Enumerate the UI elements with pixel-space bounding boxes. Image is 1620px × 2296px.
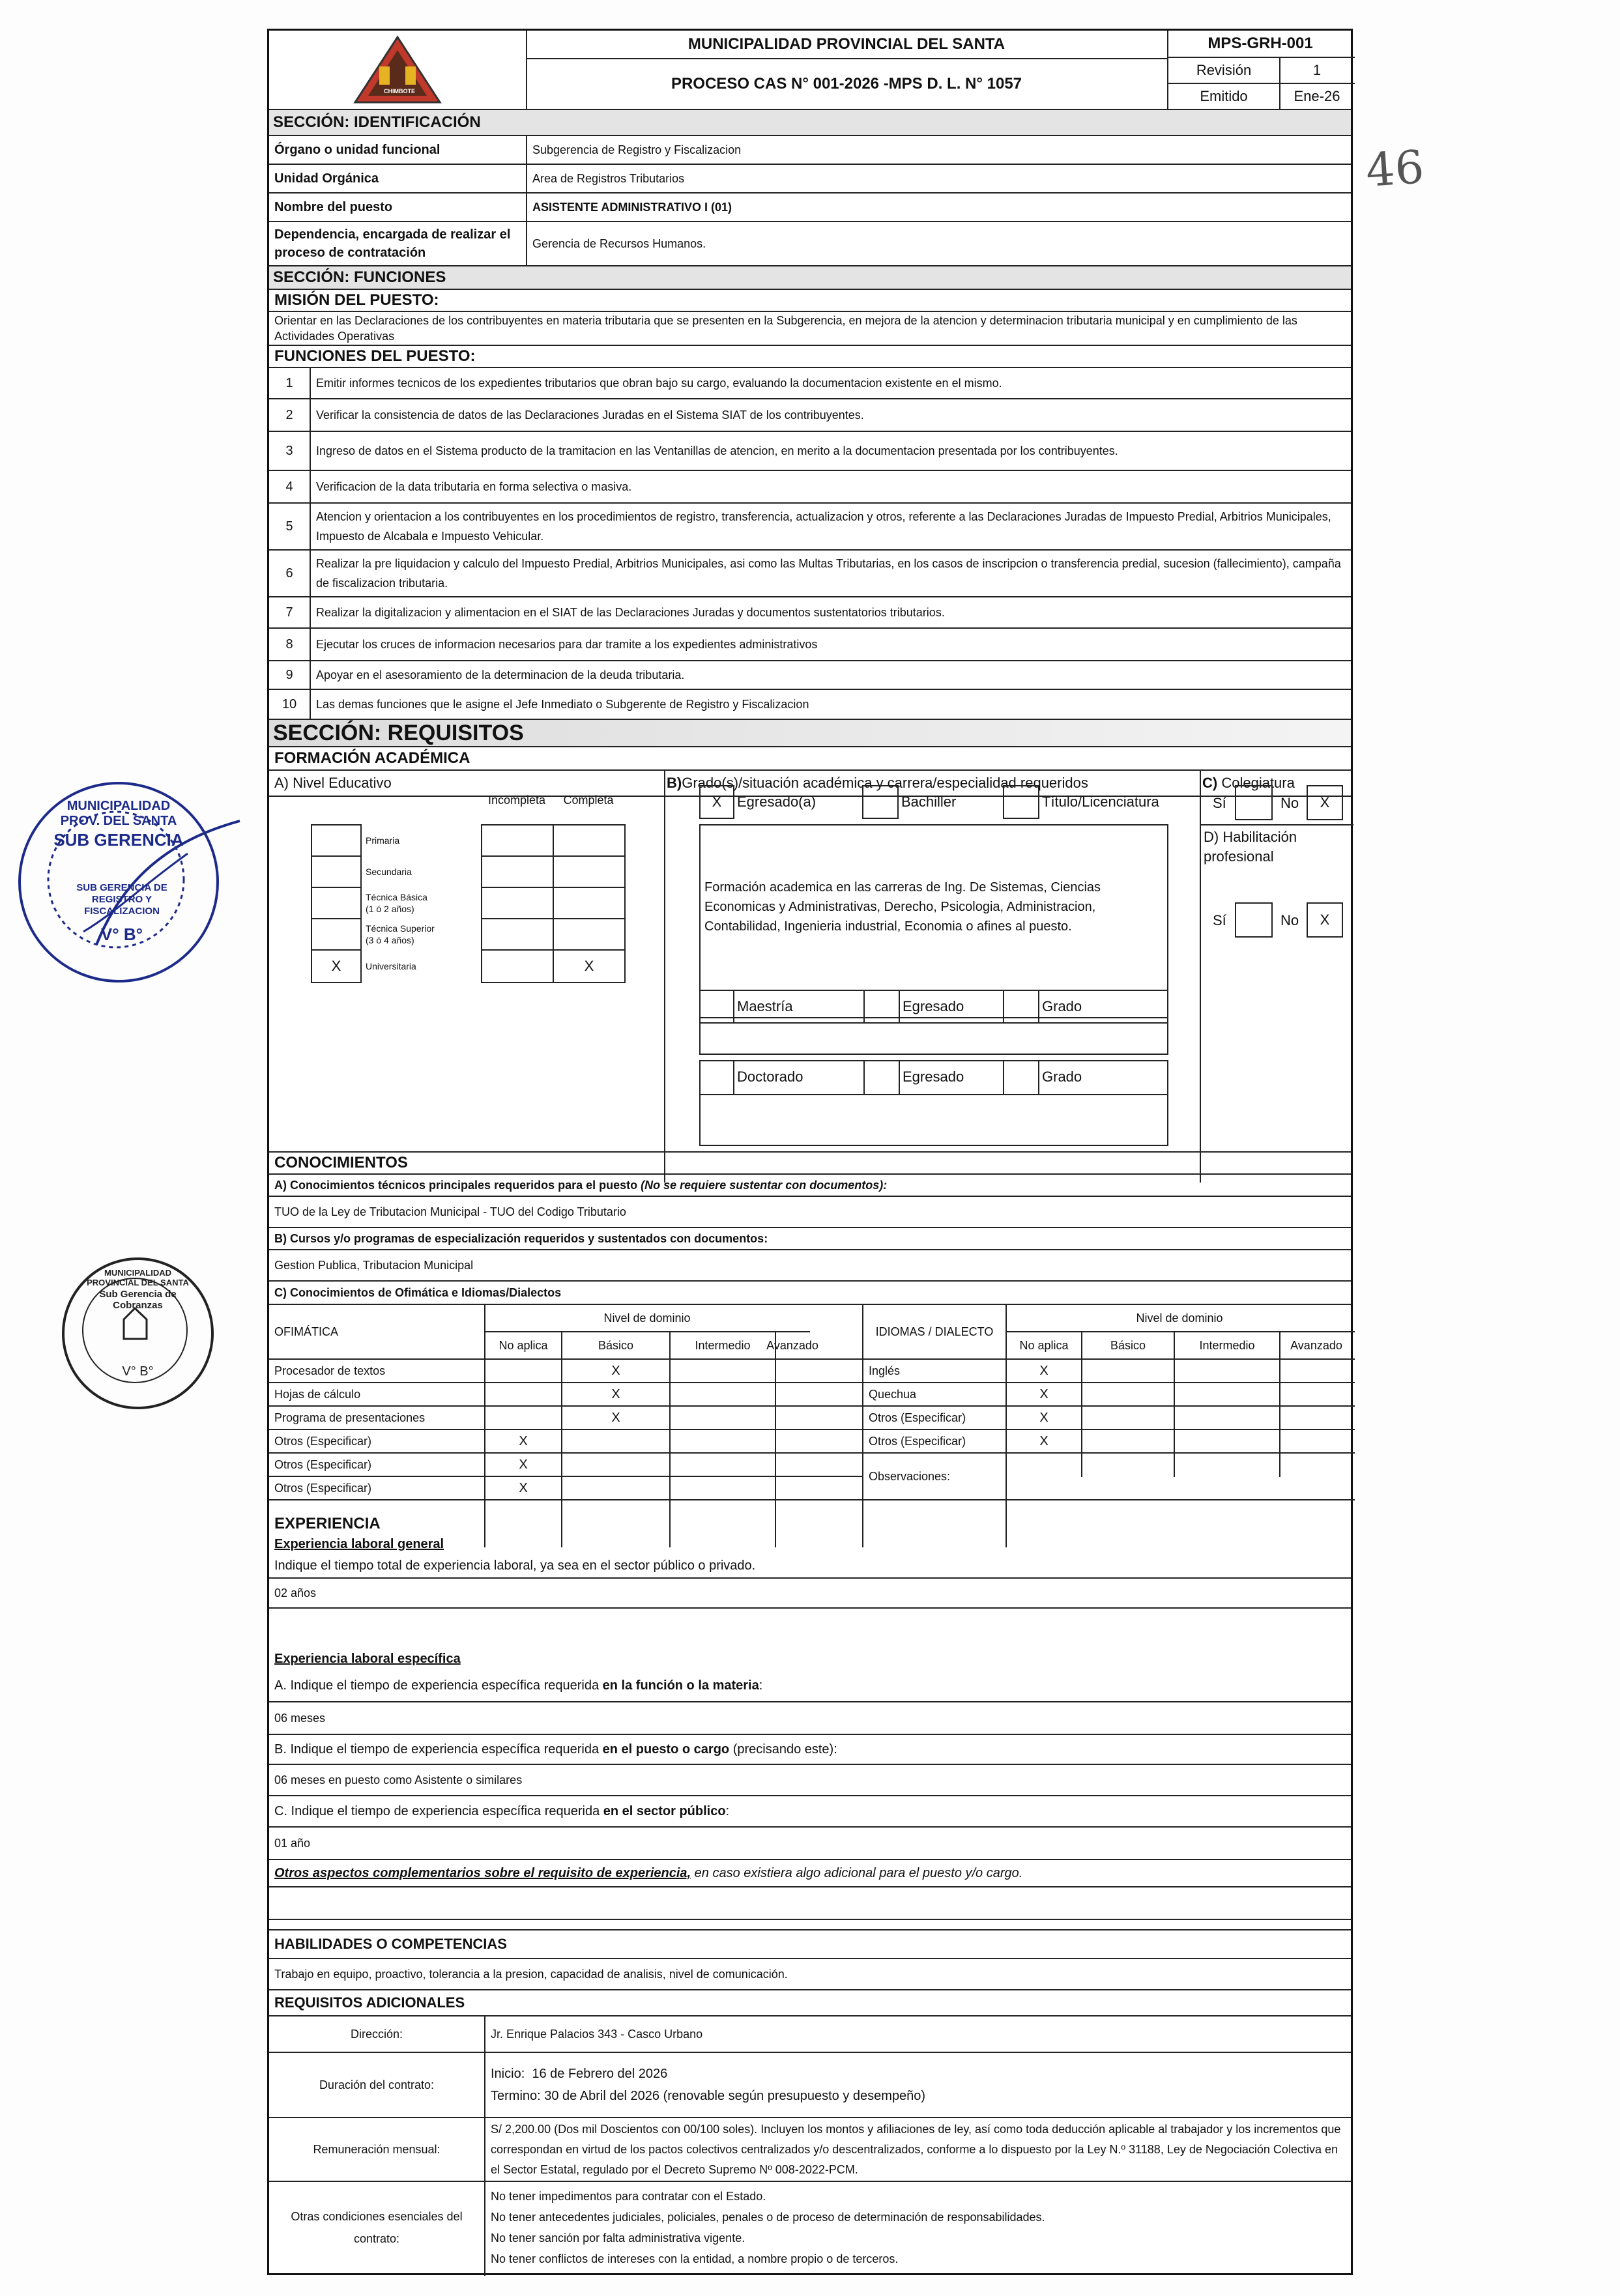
duracion-inicio: Inicio: 16 de Febrero del 2026 [491,2067,668,2081]
nivel-comp-secundaria[interactable] [553,855,626,888]
idi-col-avanzado: Avanzado [1290,1338,1342,1352]
doctorado-label: Doctorado [737,1069,803,1085]
habilitacion-si-checkbox[interactable] [1235,902,1273,938]
stamp-text-inner: SUB GERENCIA DE REGISTRO Y FISCALIZACION [76,882,167,917]
ofi-row-label: Otros (Especificar) [274,1481,372,1495]
stamp2-text-mid: Sub Gerencia de Cobranzas [99,1289,177,1311]
condicion-item: No tener impedimentos para contratar con el Estado. [491,2190,766,2203]
conocimientos-a-ital: (No se requiere sustentar con documentos): [641,1178,888,1192]
header-org: MUNICIPALIDAD PROVINCIAL DEL SANTA [687,35,1005,53]
nivel-label-tecnica-basica: Técnica Básica (1 ó 2 años) [366,892,427,914]
experiencia-c-q3: : [725,1803,730,1818]
ofi-cell [485,1407,561,1429]
id-label-puesto: Nombre del puesto [274,199,393,214]
idi-col-no-aplica: No aplica [1019,1338,1069,1352]
nivel-inc-universitaria[interactable] [481,949,554,983]
colegiatura-text: Colegiatura [1221,775,1295,791]
maestria-label: Maestría [737,998,793,1014]
vb-stamp-cobranzas [62,1257,214,1409]
conocimientos-b-label: B) Cursos y/o programas de especialización requeridos y sustentados con documentos: [274,1231,768,1245]
stamp-text-top: MUNICIPALIDAD PROV. DEL SANTA [60,799,177,828]
funcion-num: 10 [282,696,297,711]
experiencia-c-value: 01 año [274,1836,311,1850]
doctorado-egresado-label: Egresado [903,1069,964,1085]
nivel-label-primaria: Primaria [366,835,400,846]
condicion-item: No tener conflictos de intereses con la entidad, a nombre propio o de terceros. [491,2252,899,2265]
conocimientos-c-label: C) Conocimientos de Ofimática e Idiomas/Dialectos [274,1285,562,1299]
vb-stamp-registro [18,782,219,983]
funcion-num: 7 [285,605,293,620]
funcion-text: Verificacion de la data tributaria en forma selectiva o masiva. [316,480,632,493]
direccion-label: Dirección: [350,2027,403,2041]
nivel-mark-tecnica-basica[interactable] [311,887,362,919]
funcion-text: Emitir informes tecnicos de los expedientes tributarios que obran bajo su cargo, evaluando la documentacion existente en el mismo. [316,376,1002,390]
titulo-checkbox[interactable] [1003,785,1039,819]
funcion-text: Realizar la pre liquidacion y calculo del Impuesto Predial, Arbitrios Municipales, asi como las Multas Tributarias, en los casos de inscripcion o transferencia predial, sucesion (fallecimiento), campaña de fiscalizacion tributaria. [316,557,1341,590]
bachiller-checkbox[interactable] [862,785,899,819]
ofimatica-header: OFIMÁTICA [274,1325,338,1338]
funcion-num: 4 [285,479,293,494]
idi-row-label: Inglés [869,1364,901,1377]
ofi-col-no-aplica: No aplica [499,1338,548,1352]
mision-text: Orientar en las Declaraciones de los contribuyentes en materia tributaria que se presenten en la Subgerencia, en mejora de la atencion y determinacion tributaria municipal y en cumplimiento de las Actividades Operativas [274,314,1297,343]
condicion-item: No tener sanción por falta administrativa vigente. [491,2231,745,2245]
idiomas-header: IDIOMAS / DIALECTO [875,1325,994,1338]
conocimientos-b-value: Gestion Publica, Tributacion Municipal [274,1258,474,1272]
col-incompleta: Incompleta [487,793,546,807]
doctorado-grado-checkbox[interactable] [1003,1060,1039,1095]
nivel-inc-tecnica-superior[interactable] [481,918,554,951]
ofi-col-basico: Básico [598,1338,634,1352]
observaciones-label: Observaciones: [869,1469,951,1483]
revision-value: 1 [1312,62,1322,78]
nivel-inc-primaria[interactable] [481,824,554,857]
formacion-title: FORMACIÓN ACADÉMICA [274,749,470,767]
idi-col-intermedio: Intermedio [1199,1338,1255,1352]
duracion-values [485,2053,1352,2117]
nivel-label-tecnica-superior: Técnica Superior (3 ó 4 años) [366,923,435,945]
stamp2-vb: V° B° [122,1364,154,1379]
ofi-row-label: Otros (Especificar) [274,1457,372,1471]
page-number: 46 [1364,139,1426,198]
doctorado-grado-label: Grado [1042,1069,1082,1085]
bachiller-label: Bachiller [901,794,957,810]
idi-cell: X [1039,1386,1049,1401]
duracion-label: Duración del contrato: [319,2078,435,2091]
remuneracion-value: S/ 2,200.00 (Dos mil Doscientos con 00/100 soles). Incluyen los montos y afiliaciones de ley, así como toda deducción aplicable al trabajador y los incrementos que correspondan en virtud de los pactos colectivos centralizados y/o descentralizados, conforme a lo dispuesto por la Ley N.º 31188, Ley de Negociación Colectiva en el Sector Estatal, regulado por el Decreto Supremo Nº 008-2022-PCM. [491,2122,1341,2176]
col-completa: Completa [563,793,614,807]
experiencia-general-title: Experiencia laboral general [274,1536,444,1551]
funcion-text: Apoyar en el asesoramiento de la determinacion de la deuda tributaria. [316,668,685,682]
id-label-organo: Órgano o unidad funcional [274,142,441,157]
ofi-row-label: Programa de presentaciones [274,1411,426,1424]
experiencia-especifica-title: Experiencia laboral específica [274,1651,461,1666]
titulo-label: Título/Licenciatura [1042,794,1159,810]
experiencia-b-question [269,1735,1351,1764]
document [267,29,1353,2275]
emitido-value: Ene-26 [1294,88,1340,104]
idi-cell: X [1039,1410,1049,1425]
nivel-comp-primaria[interactable] [553,824,626,857]
ofi-cell: X [611,1410,620,1425]
nivel-comp-tecnica-superior[interactable] [553,918,626,951]
habilitacion-no-checkbox[interactable]: X [1307,902,1343,938]
maestria-grado-label: Grado [1042,998,1082,1014]
maestria-egresado-label: Egresado [903,998,964,1014]
ofi-cell: X [519,1457,528,1472]
experiencia-b-value: 06 meses en puesto como Asistente o similares [274,1773,523,1787]
idi-cell: X [1039,1433,1049,1448]
idiomas-nivel-header: Nivel de dominio [1136,1311,1223,1325]
id-value-unidad: Area de Registros Tributarios [532,171,685,185]
conocimientos-a-bold: A) Conocimientos técnicos principales requeridos para el puesto [274,1178,638,1192]
funcion-text: Verificar la consistencia de datos de las Declaraciones Juradas en el Sistema SIAT de los contribuyentes. [316,408,864,422]
id-value-organo: Subgerencia de Registro y Fiscalizacion [532,143,742,156]
ofi-col-intermedio: Intermedio [695,1338,751,1352]
nivel-label-universitaria: Universitaria [366,961,416,971]
experiencia-a-question [269,1670,1351,1701]
colegiatura-prefix: C) [1202,775,1218,791]
nivel-comp-tecnica-basica[interactable] [553,887,626,919]
funcion-num: 9 [285,667,293,682]
duracion-termino: Termino: 30 de Abril del 2026 (renovable según presupuesto y desempeño) [491,2089,926,2103]
idi-col-basico: Básico [1110,1338,1146,1352]
ofi-cell [485,1360,561,1382]
nivel-educativo-label: A) Nivel Educativo [274,775,392,791]
maestria-grado-checkbox[interactable] [1003,990,1039,1024]
nivel-inc-secundaria[interactable] [481,855,554,888]
ofimatica-nivel-header: Nivel de dominio [603,1311,691,1325]
ofi-cell: X [611,1363,620,1378]
otras-condiciones-list [485,2182,1352,2273]
nivel-mark-universitaria[interactable]: X [311,949,362,983]
experiencia-b-q2: en el puesto o cargo [602,1742,730,1757]
habilidades-title: HABILIDADES O COMPETENCIAS [274,1936,507,1952]
nivel-mark-secundaria[interactable] [311,855,362,888]
conocimientos-a-label [269,1175,1351,1196]
funcion-text: Las demas funciones que le asigne el Jefe Inmediato o Subgerente de Registro y Fiscalizacion [316,697,809,711]
nivel-inc-tecnica-basica[interactable] [481,887,554,919]
condicion-item: No tener antecedentes judiciales, policiales, penales o de proceso de determinación de responsabilidades. [491,2211,1045,2224]
colegiatura-si-checkbox[interactable] [1235,785,1273,820]
funcion-num: 2 [285,407,293,422]
funcion-num: 5 [285,519,293,534]
id-value-dependencia: Gerencia de Recursos Humanos. [532,237,706,250]
header-code: MPS-GRH-001 [1208,35,1313,52]
ofi-row-label: Procesador de textos [274,1364,386,1377]
grado-text: Grado(s)/situación académica y carrera/especialidad requeridos [682,775,1088,791]
ofi-cell: X [611,1386,620,1401]
funcion-text: Realizar la digitalizacion y alimentacion en el SIAT de las Declaraciones Juradas y documentos sustentatorios tributarios. [316,605,945,619]
idi-row-label: Quechua [869,1387,917,1401]
id-label-unidad: Unidad Orgánica [274,171,379,186]
experiencia-c-q1: C. Indique el tiempo de experiencia específica requerida [274,1803,603,1818]
funcion-num: 1 [285,375,293,390]
emitido-label: Emitido [1200,88,1248,104]
logo-text: CHIMBOTE [384,88,415,94]
habilitacion-label: D) Habilitación profesional [1204,829,1297,865]
stamp-vb: V° B° [100,925,143,944]
colegiatura-no-checkbox[interactable]: X [1307,785,1343,820]
id-label-dependencia: Dependencia, encargada de realizar el proceso de contratación [274,227,511,260]
experiencia-c-question [269,1796,1351,1826]
id-value-puesto: ASISTENTE ADMINISTRATIVO I (01) [532,200,732,214]
ofi-cell: X [519,1433,528,1448]
funcion-text: Ingreso de datos en el Sistema producto de la tramitacion en las Ventanillas de atencion, en merito a la documentacion presentada por los contribuyentes. [316,444,1118,457]
funcion-num: 6 [285,566,293,581]
experiencia-otros-label [269,1860,1351,1886]
otras-condiciones-label: Otras condiciones esenciales del contrato: [291,2210,463,2245]
experiencia-general-q: Indique el tiempo total de experiencia laboral, ya sea en el sector público o privado. [274,1558,756,1573]
experiencia-a-q1: A. Indique el tiempo de experiencia específica requerida [274,1678,603,1693]
conocimientos-a-value: TUO de la Ley de Tributacion Municipal - TUO del Codigo Tributario [274,1205,626,1218]
experiencia-a-value: 06 meses [274,1711,326,1725]
funcion-num: 3 [285,443,293,458]
section-funciones: SECCIÓN: FUNCIONES [269,266,1351,289]
ofi-col-avanzado: Avanzado [766,1338,818,1352]
conocimientos-title: CONOCIMIENTOS [274,1154,408,1171]
colegiatura-si-label: Sí [1213,795,1226,811]
section-identificacion: SECCIÓN: IDENTIFICACIÓN [269,110,1351,135]
funcion-num: 8 [285,637,293,652]
experiencia-b-q1: B. Indique el tiempo de experiencia específica requerida [274,1742,603,1757]
idi-cell: X [1039,1363,1049,1378]
experiencia-a-q3: : [759,1678,763,1693]
direccion-value: Jr. Enrique Palacios 343 - Casco Urbano [491,2027,703,2041]
remuneracion-label: Remuneración mensual: [313,2142,441,2156]
egresado-label: Egresado(a) [737,794,817,810]
egresado-checkbox[interactable]: X [699,785,734,819]
habilitacion-si-label: Sí [1213,912,1226,928]
ofi-cell [485,1383,561,1405]
experiencia-b-q3: (precisando este): [729,1742,837,1757]
header-process: PROCESO CAS N° 001-2026 -MPS D. L. N° 1057 [671,75,1022,93]
grado-prefix: B) [667,775,682,791]
funcion-text: Atencion y orientacion a los contribuyentes en los procedimientos de registro, transferencia, actualizacion y otros, referente a las Declaraciones Juradas de Impuesto Predial, Arbitrios Municipales, Impuesto de Alcabala e Impuesto Vehicular. [316,510,1331,543]
maestria-egresado-checkbox[interactable] [863,990,900,1024]
habilitacion-no-label: No [1280,912,1299,928]
revision-label: Revisión [1196,62,1252,78]
section-requisitos: SECCIÓN: REQUISITOS [269,720,1351,746]
ofi-row-label: Hojas de cálculo [274,1387,361,1401]
funcion-text: Ejecutar los cruces de informacion necesarios para dar tramite a los expedientes administrativos [316,637,818,651]
experiencia-otros-ital: en caso existiera algo adicional para el puesto y/o cargo. [691,1865,1023,1880]
experiencia-otros-bold: Otros aspectos complementarios sobre el requisito de experiencia, [274,1865,691,1880]
experiencia-c-q2: en el sector público [603,1803,726,1818]
nivel-mark-primaria[interactable] [311,824,362,857]
logo [269,31,526,109]
ofi-cell: X [519,1480,528,1495]
nivel-label-secundaria: Secundaria [366,867,412,877]
mision-title: MISIÓN DEL PUESTO: [274,291,439,309]
habilidades-value: Trabajo en equipo, proactivo, tolerancia a la presion, capacidad de analisis, nivel de comunicación. [274,1967,788,1981]
experiencia-title: EXPERIENCIA [274,1515,381,1532]
funciones-title: FUNCIONES DEL PUESTO: [274,347,476,365]
nivel-mark-tecnica-superior[interactable] [311,918,362,951]
stamp2-text-top: MUNICIPALIDAD PROVINCIAL DEL SANTA [87,1268,189,1287]
ofi-row-label: Otros (Especificar) [274,1434,372,1448]
experiencia-general-value: 02 años [274,1586,317,1600]
colegiatura-no-label: No [1280,795,1299,811]
experiencia-a-q2: en la función o la materia [602,1678,759,1693]
adicionales-title: REQUISITOS ADICIONALES [274,1994,465,2011]
carrera-text: Formación academica en las carreras de Ing. De Sistemas, Ciencias Economicas y Administrativas, Derecho, Psicologia, Administracion, Contabilidad, Ingenieria industrial, Economia o afines al puesto. [704,880,1101,934]
stamp-text-mid: SUB GERENCIA [53,830,184,850]
idi-row-label: Otros (Especificar) [869,1411,966,1424]
idi-row-label: Otros (Especificar) [869,1434,966,1448]
nivel-comp-universitaria[interactable]: X [553,949,626,983]
doctorado-egresado-checkbox[interactable] [863,1060,900,1095]
